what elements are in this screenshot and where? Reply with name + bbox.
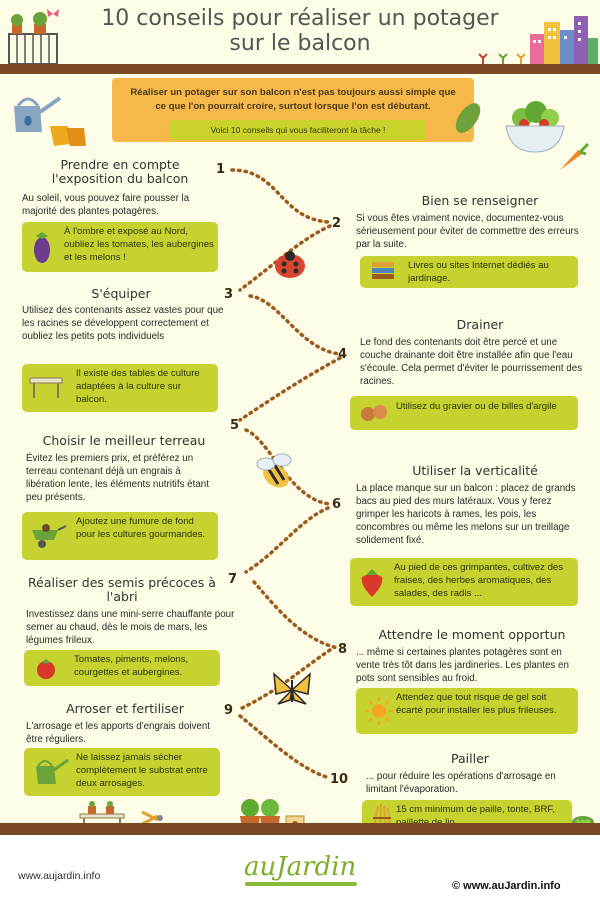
tip-1-body: Au soleil, vous pouvez faire pousser la majorité des plantes potagères. [22,193,190,217]
tip-9-number: 9 [224,703,234,718]
copyright-text: © www.auJardin.info [452,880,561,892]
tip-3-note: Il existe des tables de culture adaptées à la culture sur balcon. [76,368,200,405]
tip-9-note-box [24,748,220,796]
tip-7-note: Tomates, piments, melons, courgettes et aubergines. [74,654,189,678]
tip-2-note-box [360,256,578,288]
tip-8-body: ... même si certaines plantes potagères sont en vente très tôt dans les jardineries. Les plantes en pots sont sensibles au froid. [356,647,569,684]
tip-7-body: Investissez dans une mini-serre chauffante pour semer au chaud, dès le mois de mars, les légumes frileux. [26,609,235,646]
title-line-1: 10 conseils pour réaliser un potager [101,6,499,31]
tip-1-title: Prendre en compte l'exposition du balcon [51,157,189,186]
books-icon [370,260,396,284]
clay-balls-icon [360,402,388,424]
eggplant-icon [30,230,54,264]
tip-6-note: Au pied de ces grimpantes, cultivez des fraises, des herbes aromatiques, des salades, des radis ... [394,562,564,599]
tip-2-number: 2 [332,216,342,231]
tip-6-number: 6 [332,497,342,512]
tomato-icon [34,656,58,680]
tip-3-body: Utilisez des contenants assez vastes pour que les racines se développent correctement et oubliez les petits pots individuels [22,305,224,342]
tip-2-note: Livres ou sites Internet dédiés au jardinage. [408,260,549,284]
tip-9-body: L'arrosage et les apports d'engrais doivent être réguliers. [26,721,211,745]
logo-underline [245,882,357,886]
garden-table-icon [28,374,64,400]
tip-4-title: Drainer [456,317,504,332]
strawberry-icon [358,565,386,599]
tip-5-body: Évitez les premiers prix, et préférez un terreau contenant déjà un engrais à libération lente, les éléments nutritifs étant peu présents. [26,453,209,503]
tip-3-number: 3 [224,287,234,302]
tip-8-note-box [356,688,578,734]
title-line-2: sur le balcon [229,31,371,56]
tip-5-title: Choisir le meilleur terreau [42,433,206,448]
tip-6-title: Utiliser la verticalité [412,463,538,478]
sun-icon [364,696,394,726]
tip-8-note: Attendez que tout risque de gel soit écarté pour installer les plus frileuses. [396,692,557,716]
tip-10-body: ... pour réduire les opérations d'arrosage en limitant l'évaporation. [366,771,556,795]
tip-5-note: Ajoutez une fumure de fond pour les cultures gourmandes. [76,516,206,540]
tip-9-note: Ne laissez jamais sécher complètement le substrat entre deux arrosages. [76,752,208,789]
tip-4-note-box [350,396,578,430]
tip-4-note: Utilisez du gravier ou de billes d'argile [396,401,557,412]
tip-8-number: 8 [338,642,348,657]
ground-strip-bottom [0,823,600,835]
tip-2-title: Bien se renseigner [421,193,539,208]
tip-7-number: 7 [228,572,238,587]
tip-6-body: La place manque sur un balcon : placez de grands bacs au pied des murs latéraux. Vous y ferez grimper les haricots à rames, les pois, les concombres ou même les melons sur un treillage solidement fixé. [356,483,576,546]
tip-5-note-box [22,512,218,560]
tip-4-body: Le fond des contenants doit être percé et une couche drainante doit être installée afin que l'eau s'écoule. Cela permet d'éviter le pourrissement des racines. [360,337,583,387]
tip-1-note: À l'ombre et exposé au Nord, oubliez les tomates, les aubergines et les melons ! [64,226,214,263]
tip-2-body: Si vous êtes vraiment novice, documentez-vous sérieusement pour éviter de commettre des erreurs par la suite. [356,213,579,250]
tip-5-number: 5 [230,418,240,433]
ladybug-icon [270,248,310,282]
bee-icon [252,450,300,496]
brand-logo: auJardin [244,852,357,882]
intro-subtitle: Voici 10 conseils qui vous faciliteront la tâche ! [170,120,426,140]
wheelbarrow-icon [28,522,68,550]
tip-1-number: 1 [216,162,226,177]
tip-1-note-box [22,222,218,272]
tip-7-title: Réaliser des semis précoces à l'abri [28,575,216,604]
tip-8-title: Attendre le moment opportun [378,627,566,642]
watering-can-icon [30,758,70,788]
tip-9-title: Arroser et fertiliser [66,701,184,716]
intro-text: Réaliser un potager sur son balcon n'est pas toujours aussi simple que ce que l'on pourrait croire, surtout lorsque l'on est débutant. [130,87,456,112]
tip-7-note-box [24,650,220,686]
tip-4-number: 4 [338,347,348,362]
tip-3-note-box [22,364,218,412]
tip-10-note: 15 cm minimum de paille, tonte, BRF, [396,804,555,815]
website-link[interactable]: www.aujardin.info [18,870,101,882]
tip-10-number: 10 [330,772,349,787]
tip-10-title: Pailler [451,751,489,766]
butterfly-icon [270,670,314,710]
tip-6-note-box [350,558,578,606]
tip-3-title: S'équiper [91,286,151,301]
